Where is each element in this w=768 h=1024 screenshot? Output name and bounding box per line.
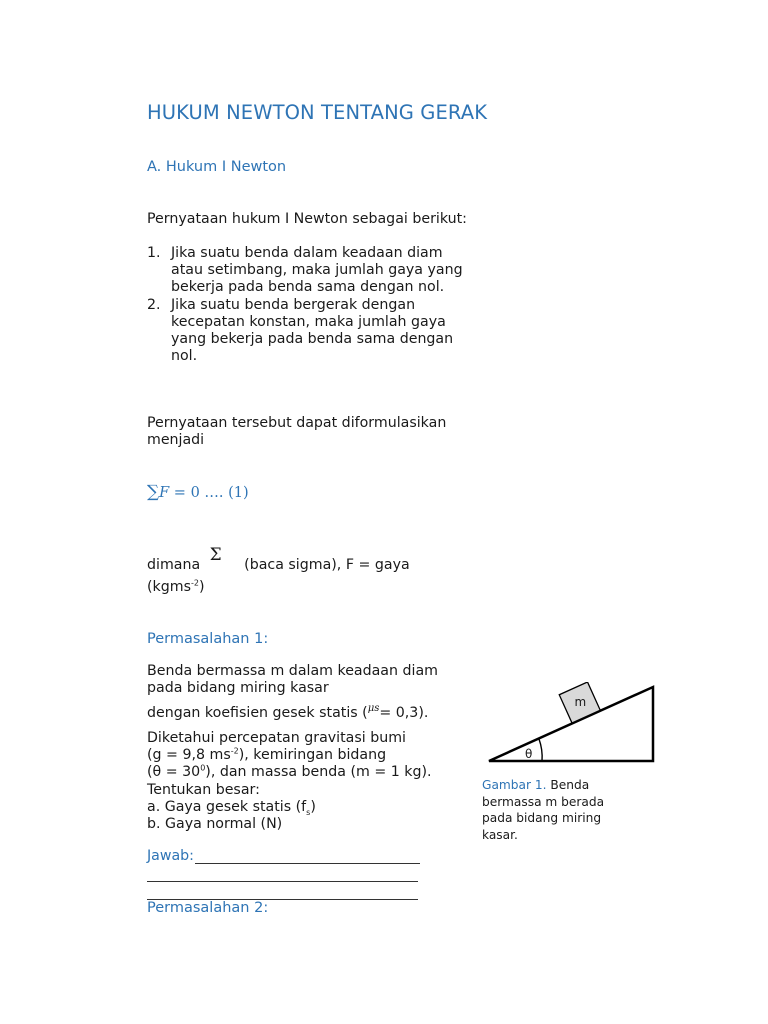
problem-1-friction-line [147,705,428,721]
question-b: b. Gaya normal (N) [147,816,283,833]
law-statement-list [147,245,477,365]
section-heading-hukum-1: A. Hukum I Newton [147,159,287,175]
equation-1 [147,482,249,502]
question-intro: Tentukan besar: [147,781,260,798]
answer-blank-line-2[interactable] [147,881,418,882]
question-a-suffix: ) [310,798,316,815]
equation-rest: = 0 …. (1) [169,485,249,501]
answer-blank[interactable] [195,849,420,864]
list-item [147,297,477,366]
question-a [147,799,477,816]
intro-paragraph: Pernyataan hukum I Newton sebagai berikut: [147,211,467,227]
page-title: HUKUM NEWTON TENTANG GERAK [147,101,488,124]
given-g-suffix: ), kemiringan bidang [238,747,387,764]
definition-suffix: (baca sigma), F = gaya [239,557,410,573]
problem-2-heading: Permasalahan 2: [147,900,269,916]
angle-label: θ [525,747,533,761]
unit-line [147,579,205,595]
block-label: m [574,695,587,710]
given-angle [147,764,477,781]
figure-caption [482,777,622,843]
list-item-number: 2. [147,296,161,313]
definition-line [147,545,410,574]
problem-1-heading: Permasalahan 1: [147,631,269,647]
question-a-subscript: s [306,807,311,817]
given-angle-suffix: ), dan massa benda (m = 1 kg). [205,764,432,781]
given-g-prefix: (g = 9,8 ms [147,747,231,764]
friction-prefix: dengan koefisien gesek statis ( [147,705,368,721]
sigma-symbol: ∑ [147,482,160,502]
sigma-symbol: Σ [209,545,222,565]
mu-symbol: μs [367,703,380,714]
list-item-text: Jika suatu benda dalam keadaan diam atau setimbang, maka jumlah gaya yang bekerja pada benda sama dengan nol. [171,245,463,296]
formulation-paragraph: Pernyataan tersebut dapat diformulasikan menjadi [147,415,447,449]
answer-label: Jawab: [147,848,194,864]
given-angle-degree: 0 [200,763,206,773]
unit-suffix: ) [198,579,205,595]
answer-line [147,848,420,864]
caption-label: Gambar 1. [482,778,547,792]
caption-text: Benda bermassa m berada pada bidang miring kasar. [482,778,605,842]
problem-1-given [147,730,477,833]
given-gravity: Diketahui percepatan gravitasi bumi [147,730,406,746]
given-angle-prefix: (θ = 30 [147,764,201,781]
list-item-number: 1. [147,245,161,261]
definition-prefix: dimana [147,557,205,573]
problem-1-statement: Benda bermassa m dalam keadaan diam pada bidang miring kasar [147,663,438,697]
list-item [147,245,477,297]
given-g-exponent: -2 [230,746,239,756]
unit-exponent: -2 [190,578,199,588]
friction-suffix: = 0,3). [379,705,429,721]
inclined-plane-figure [486,682,658,766]
question-a-prefix: a. Gaya gesek statis (f [147,798,307,815]
given-gravity-value [147,747,477,764]
unit-prefix: (kgms [147,579,191,595]
list-item-text: Jika suatu benda bergerak dengan kecepatan konstan, maka jumlah gaya yang bekerja pada benda sama dengan nol. [171,296,454,365]
equation-variable: F [159,485,170,501]
